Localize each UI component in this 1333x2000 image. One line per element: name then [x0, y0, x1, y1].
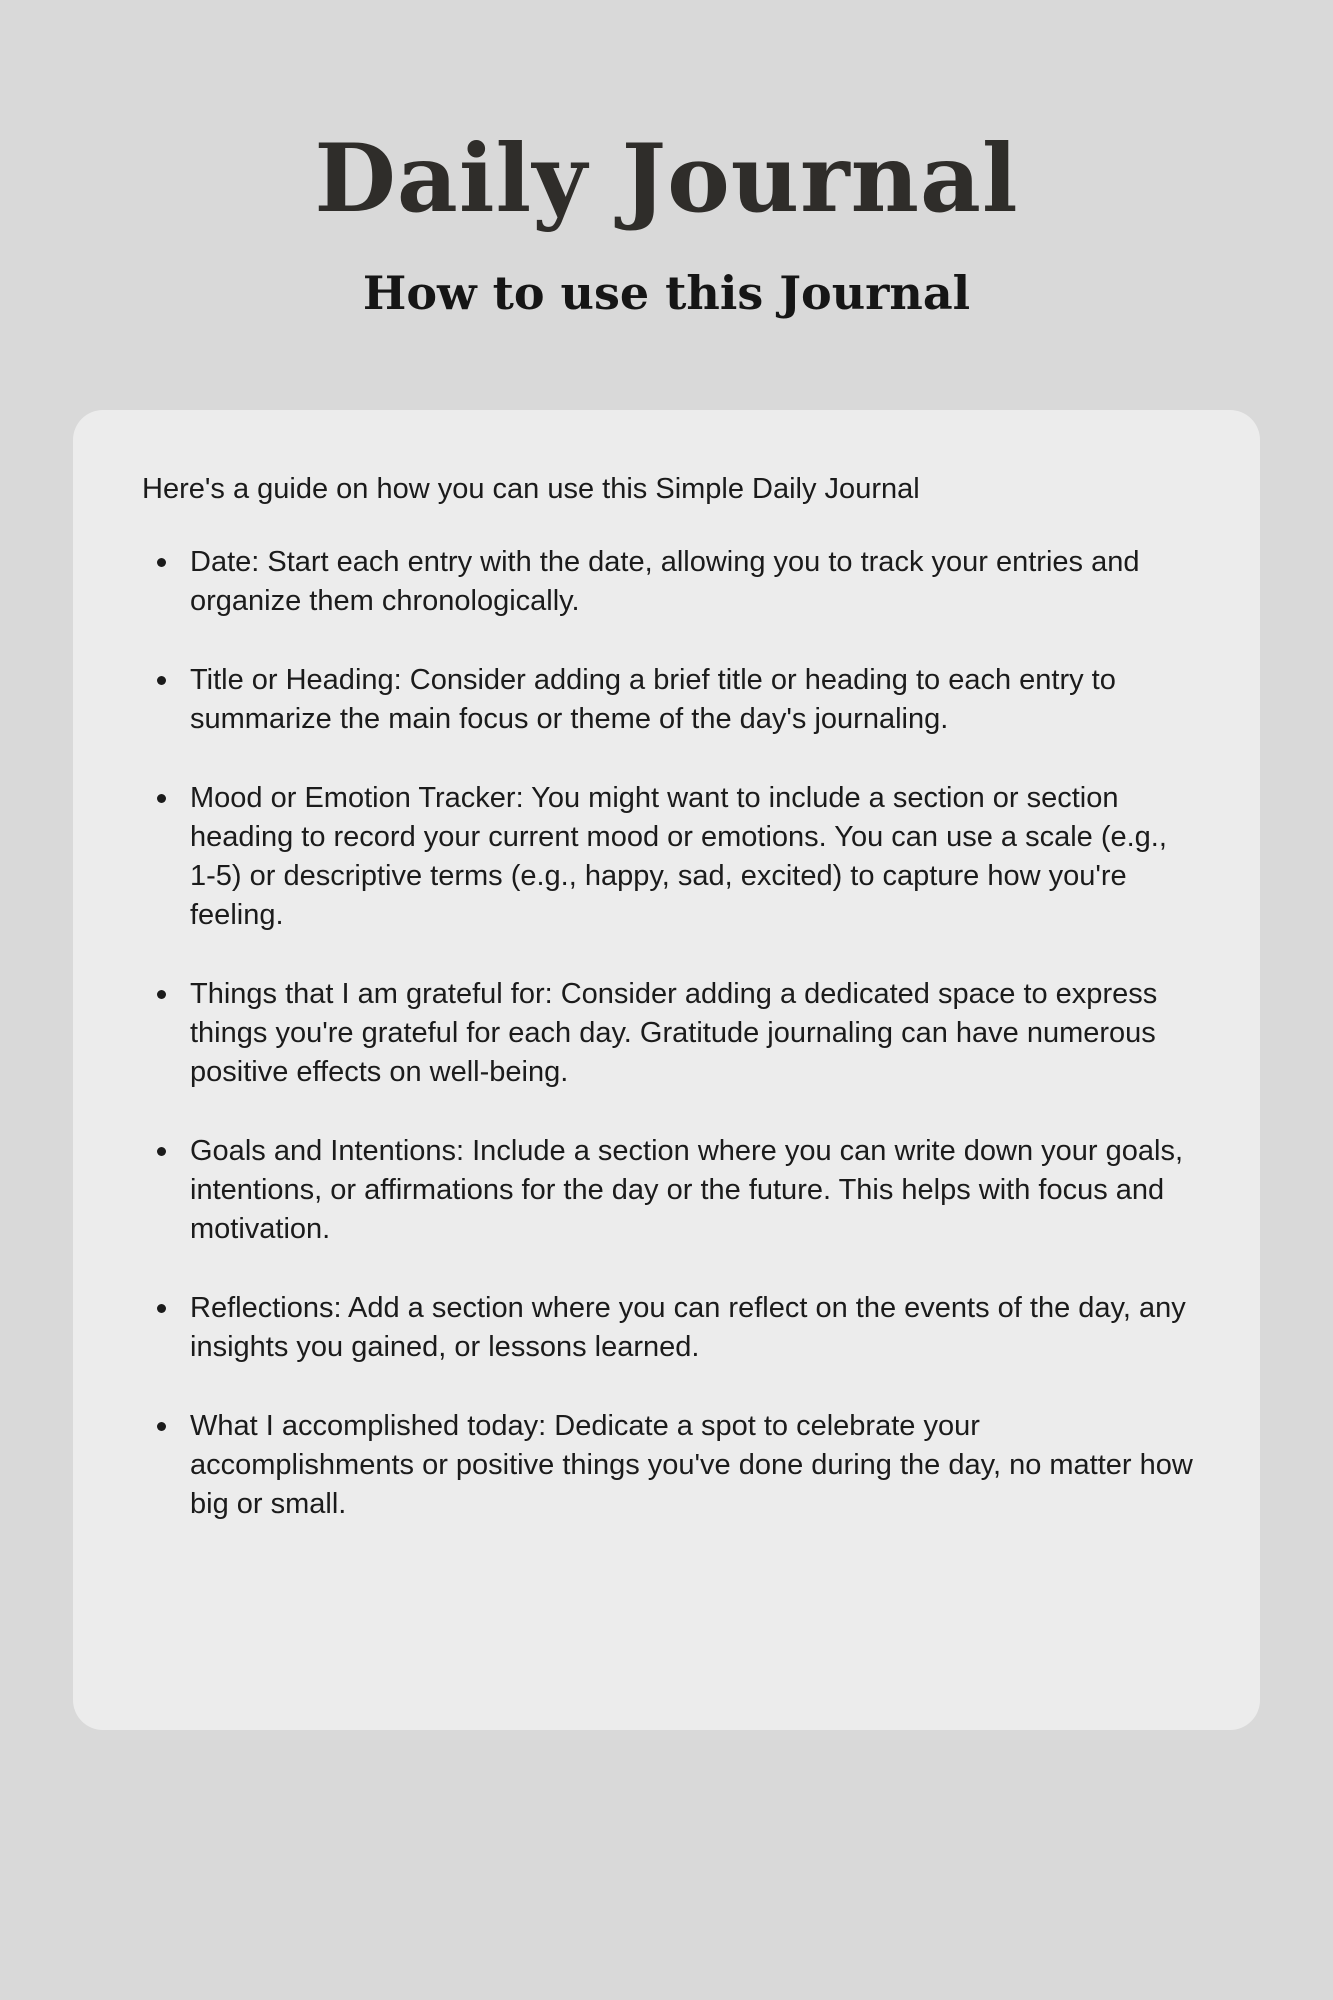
list-item-title-heading: [142, 661, 1194, 739]
list-item-text: Things that I am grateful for: Consider adding a dedicated space to express things you're grateful for each day. Gratitude journaling can have numerous positive effects on well-being.: [190, 978, 1158, 1088]
bullet-icon: [157, 1422, 166, 1431]
bullet-icon: [157, 794, 166, 803]
bullet-icon: [157, 1147, 166, 1156]
list-item-reflections: [142, 1289, 1194, 1367]
list-item-date: [142, 543, 1194, 621]
list-item-gratitude: [142, 975, 1194, 1092]
bullet-icon: [157, 990, 166, 999]
list-item-mood-tracker: [142, 779, 1194, 935]
list-item-text: Title or Heading: Consider adding a brief title or heading to each entry to summarize the main focus or theme of the day's journaling.: [190, 664, 1116, 735]
bullet-icon: [157, 676, 166, 685]
guide-intro: Here's a guide on how you can use this Simple Daily Journal: [142, 473, 920, 505]
page-subtitle: How to use this Journal: [362, 266, 971, 320]
guide-list: [142, 543, 1194, 1524]
list-item-text: Goals and Intentions: Include a section where you can write down your goals, intentions, or affirmations for the day or the future. This helps with focus and motivation.: [190, 1135, 1184, 1245]
guide-card: [73, 410, 1260, 1730]
bullet-icon: [157, 1304, 166, 1313]
list-item-goals: [142, 1132, 1194, 1249]
list-item-accomplished: [142, 1407, 1194, 1524]
bullet-icon: [157, 558, 166, 567]
page-title: Daily Journal: [314, 124, 1019, 234]
list-item-text: What I accomplished today: Dedicate a spot to celebrate your accomplishments or positive things you've done during the day, no matter how big or small.: [190, 1410, 1193, 1520]
list-item-text: Reflections: Add a section where you can reflect on the events of the day, any insights you gained, or lessons learned.: [190, 1292, 1186, 1363]
list-item-text: Date: Start each entry with the date, allowing you to track your entries and organize them chronologically.: [190, 546, 1140, 617]
list-item-text: Mood or Emotion Tracker: You might want to include a section or section heading to record your current mood or emotions. You can use a scale (e.g., 1-5) or descriptive terms (e.g., happy, sad, excited) to capture how you're feeling.: [190, 782, 1167, 931]
